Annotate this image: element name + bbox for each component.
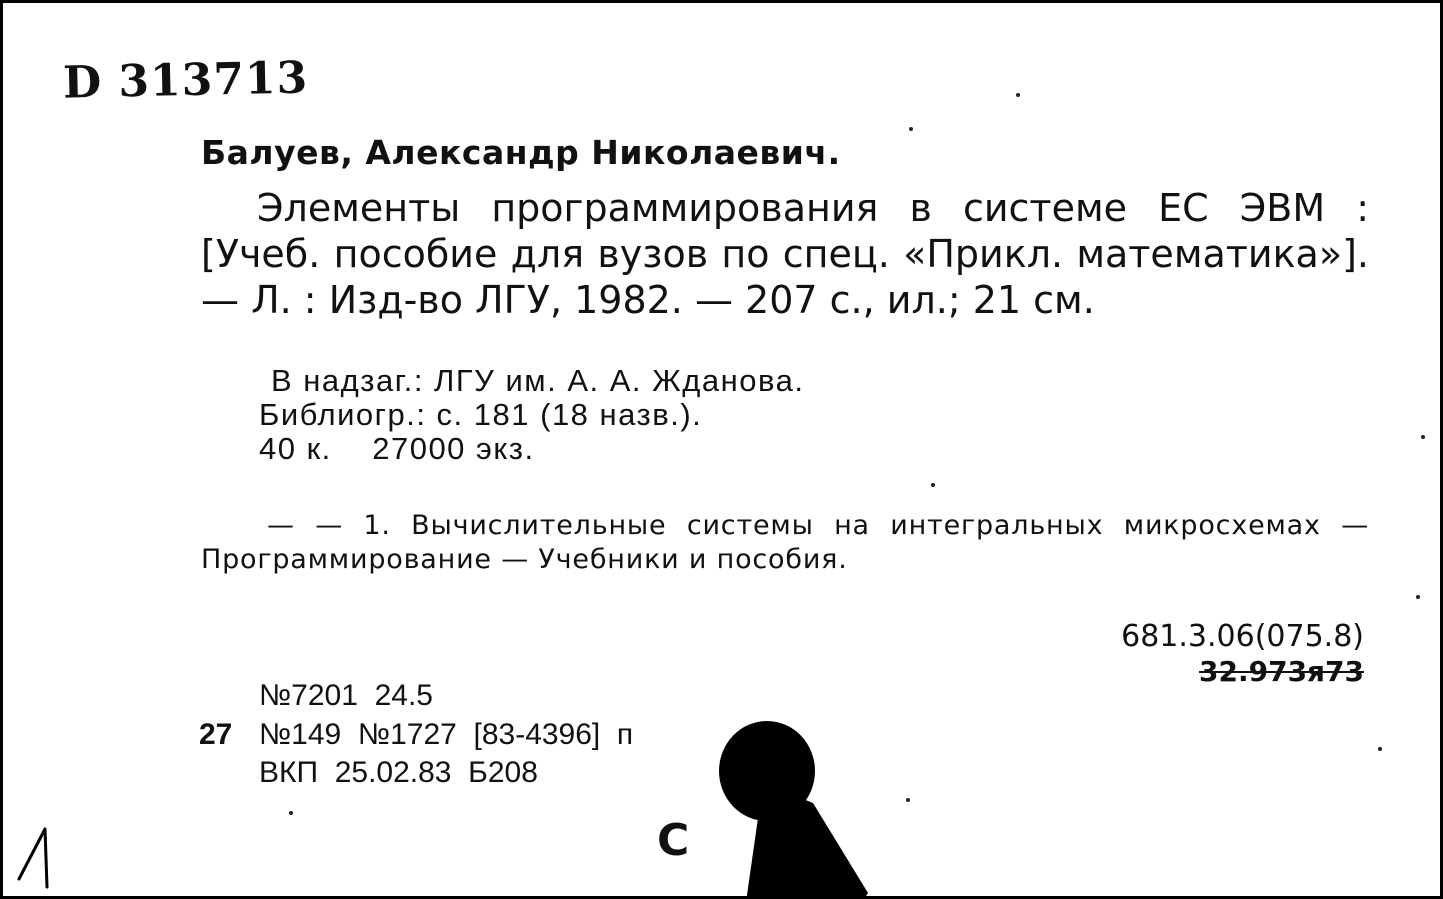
ink-speck xyxy=(289,811,293,815)
ink-speck xyxy=(909,127,913,131)
ink-speck xyxy=(1416,595,1420,599)
call-number: D 313713 xyxy=(62,52,309,109)
ink-speck xyxy=(1016,93,1020,97)
handwritten-mark-icon xyxy=(13,821,73,891)
provenance-line-1: №7201 24.5 xyxy=(259,679,433,712)
subject-heading: — — 1. Вычислительные системы на интегральных микросхемах — Программирование — Учебники и пособия. xyxy=(201,510,1369,575)
ink-speck xyxy=(906,798,910,802)
provenance-prefix: 27 xyxy=(199,718,233,751)
title-description: Элементы программирования в системе ЕС ЭВМ : [Учеб. пособие для вузов по спец. «Прикл. математика»]. — Л. : Изд-во ЛГУ, 1982. — 207 с., ил.; 21 см. xyxy=(201,186,1369,322)
ink-speck xyxy=(1421,435,1425,439)
provenance-line-2: №149 №1727 [83-4396] п xyxy=(259,718,634,751)
udc-classification: 681.3.06(075.8) xyxy=(1121,619,1364,654)
provenance-line-3: ВКП 25.02.83 Б208 xyxy=(259,756,538,789)
catalog-card xyxy=(3,3,1440,896)
note-line-2: Библиогр.: с. 181 (18 назв.). xyxy=(259,397,703,432)
note-line-1: В надзаг.: ЛГУ им. А. А. Жданова. xyxy=(271,363,805,398)
ink-speck xyxy=(1378,747,1382,751)
ink-speck xyxy=(931,483,935,487)
author-heading: Балуев, Александр Николаевич. xyxy=(201,133,841,172)
bbk-classification: 32.973я73 xyxy=(1199,655,1364,688)
ink-blot-tail xyxy=(743,783,903,896)
stamp-letter: С xyxy=(657,815,690,866)
note-line-3: 40 к. 27000 экз. xyxy=(259,431,535,466)
